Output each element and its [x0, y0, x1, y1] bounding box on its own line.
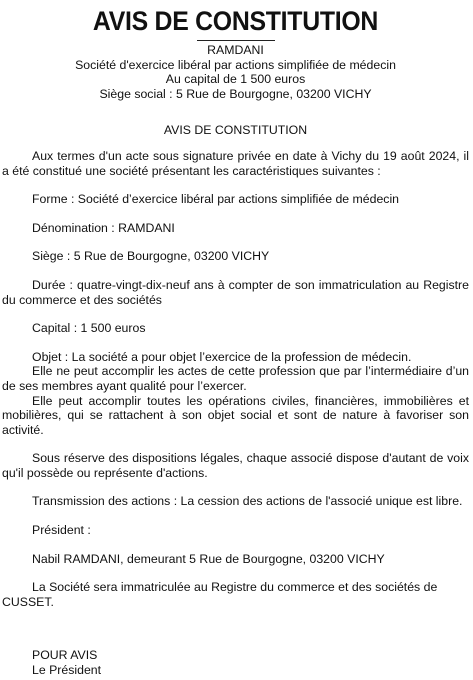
paragraph-intro: Aux termes d'un acte sous signature privée en date à Vichy du 19 août 2024, il a été constitué une société présentant les caractéristiques suivantes : — [2, 148, 469, 178]
company-header — [2, 43, 469, 101]
paragraph-immatriculation: La Société sera immatriculée au Registre du commerce et des sociétés de CUSSET. — [2, 580, 438, 609]
signature-block — [32, 648, 101, 677]
paragraph-president-label: Président : — [32, 523, 91, 538]
paragraph-objet-2: Elle ne peut accomplir les actes de cette profession que par l’intermédiaire d’un de ses membres ayant qualité pour l’exercer. — [2, 364, 469, 393]
company-capital: Au capital de 1 500 euros — [165, 72, 306, 87]
paragraph-objet-1: Objet : La société a pour objet l’exercice de la profession de médecin. — [32, 349, 412, 364]
notice-body — [2, 149, 469, 609]
signature-pour-avis: POUR AVIS — [32, 648, 98, 662]
paragraph-duree: Durée : quatre-vingt-dix-neuf ans à compter de son immatriculation au Registre du commerce et des sociétés — [2, 277, 469, 307]
paragraph-transmission: Transmission des actions : La cession des actions de l'associé unique est libre. — [32, 494, 463, 509]
paragraph-siege: Siège : 5 Rue de Bourgogne, 03200 VICHY — [32, 249, 270, 264]
paragraph-objet-3: Elle peut accomplir toutes les opérations civiles, financières, immobilières et mobilières, qui se rattachent à son objet social et sont de nature à favoriser son activité. — [2, 393, 469, 437]
legal-notice-page — [0, 6, 473, 680]
notice-title: AVIS DE CONSTITUTION — [92, 6, 379, 36]
company-seat: Siège social : 5 Rue de Bourgogne, 03200 VICHY — [99, 86, 372, 101]
signature-role: Le Président — [32, 662, 102, 677]
paragraph-vote: Sous réserve des dispositions légales, chaque associé dispose d'autant de voix qu'il possède ou représente d'actions. — [2, 451, 469, 480]
paragraph-president-name: Nabil RAMDANI, demeurant 5 Rue de Bourgogne, 03200 VICHY — [32, 551, 385, 566]
paragraph-forme: Forme : Société d’exercice libéral par actions simplifiée de médecin — [32, 192, 400, 207]
company-name: RAMDANI — [207, 43, 264, 57]
title-divider — [197, 40, 275, 41]
paragraph-capital: Capital : 1 500 euros — [32, 321, 146, 336]
paragraph-denomination: Dénomination : RAMDANI — [32, 220, 175, 235]
notice-subtitle: AVIS DE CONSTITUTION — [163, 123, 308, 138]
company-type: Société d'exercice libéral par actions simplifiée de médecin — [75, 57, 396, 72]
